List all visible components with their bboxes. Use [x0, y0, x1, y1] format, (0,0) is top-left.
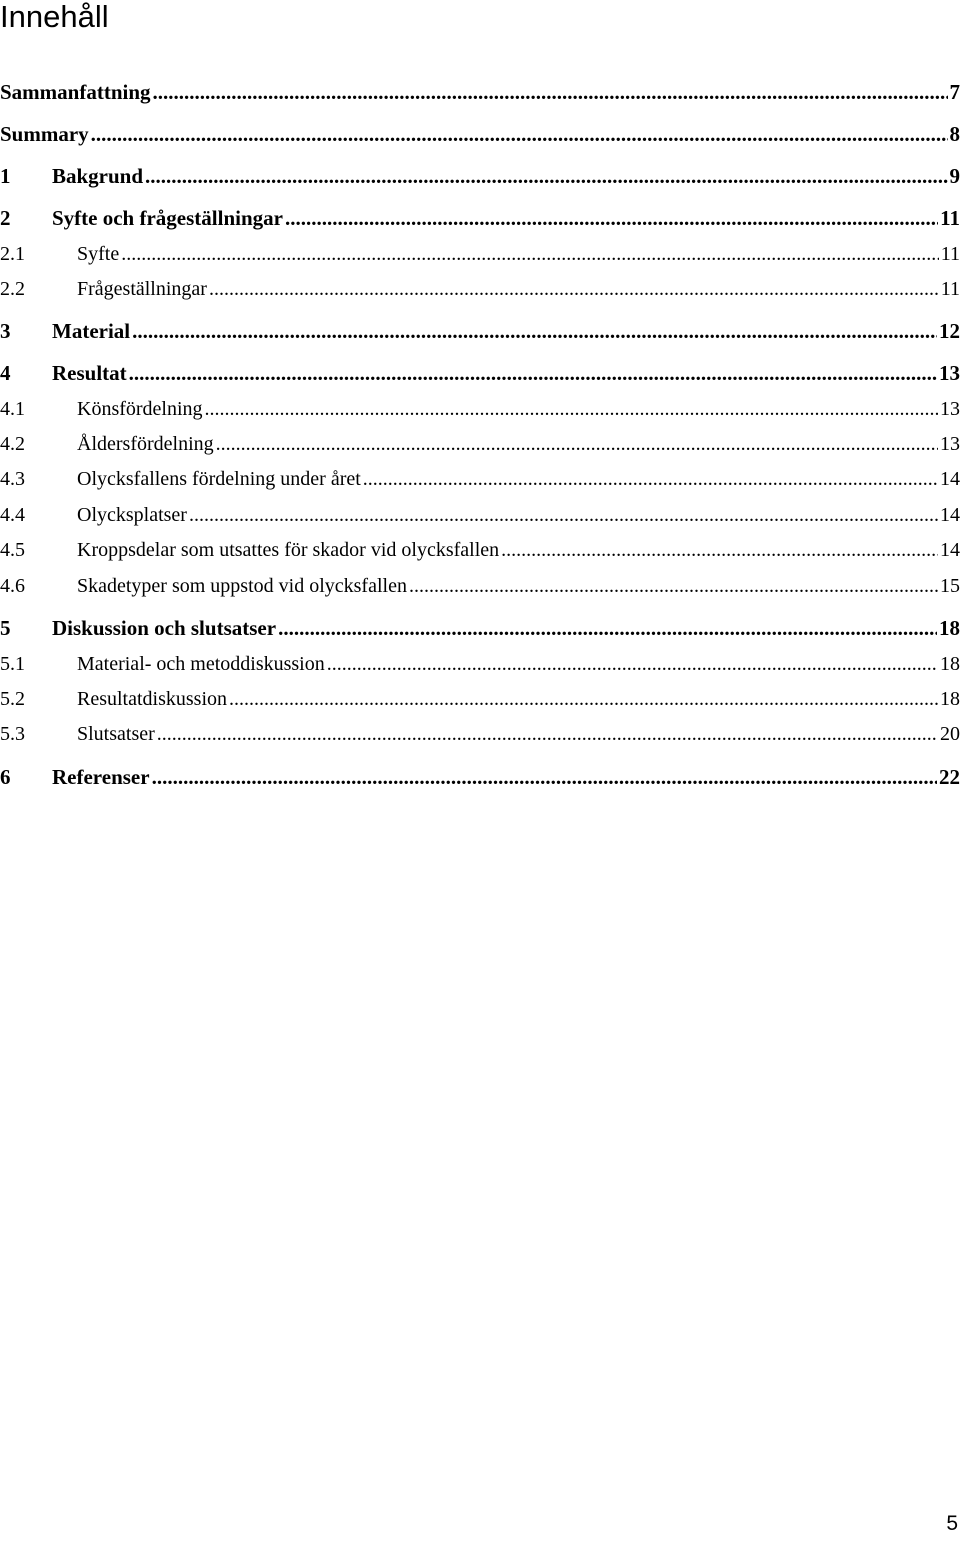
dot-leader	[129, 360, 937, 386]
dot-leader	[209, 276, 939, 302]
toc-entry-number: 4.4	[0, 504, 25, 526]
dot-leader	[216, 431, 938, 457]
toc-entry-label: Diskussion och slutsatser	[52, 616, 277, 640]
toc-entry-number: 4.2	[0, 433, 25, 455]
toc-entry-number: 2.2	[0, 278, 25, 300]
dot-leader	[132, 318, 937, 344]
toc-entry-page: 13	[939, 361, 960, 385]
toc-entry-page: 13	[940, 398, 960, 420]
toc-entry-page: 11	[940, 278, 960, 300]
toc-entry-label: Syfte	[77, 243, 120, 265]
dot-leader	[153, 79, 948, 105]
toc-entry-page: 18	[940, 653, 960, 675]
toc-entry-label: Syfte och frågeställningar	[52, 206, 283, 230]
dot-leader	[285, 205, 938, 231]
toc-entry-page: 22	[939, 765, 960, 789]
dot-leader	[229, 686, 938, 712]
dot-leader	[409, 573, 938, 599]
toc-entry-sammanfattning[interactable]	[0, 79, 960, 105]
toc-entry-syfte[interactable]	[0, 241, 960, 267]
toc-entry-page: 18	[940, 688, 960, 710]
toc-entry-syfte-och-fragestallningar[interactable]	[0, 205, 960, 231]
toc-entry-number: 3	[0, 319, 11, 343]
toc-entry-number: 5.3	[0, 723, 25, 745]
toc-entry-konsfordelning[interactable]	[0, 396, 960, 422]
toc-entry-page: 20	[940, 723, 960, 745]
toc-entry-number: 4.5	[0, 539, 25, 561]
toc-entry-label: Frågeställningar	[77, 278, 207, 300]
toc-entry-number: 1	[0, 164, 11, 188]
dot-leader	[91, 121, 948, 147]
toc-entry-number: 4	[0, 361, 11, 385]
toc-entry-page: 13	[940, 433, 960, 455]
toc-entry-label: Bakgrund	[52, 164, 144, 188]
toc-entry-resultat[interactable]	[0, 360, 960, 386]
toc-entry-number: 2.1	[0, 243, 25, 265]
dot-leader	[157, 721, 938, 747]
toc-entry-diskussion[interactable]	[0, 615, 960, 641]
toc-entry-resultatdiskussion[interactable]	[0, 686, 960, 712]
toc-entry-number: 4.3	[0, 468, 25, 490]
toc-entry-olycksfallens-fordelning[interactable]	[0, 466, 960, 492]
toc-entry-label: Summary	[0, 122, 89, 146]
toc-entry-page: 18	[939, 616, 960, 640]
dot-leader	[363, 466, 938, 492]
toc-entry-aldersfordelning[interactable]	[0, 431, 960, 457]
toc-entry-label: Könsfördelning	[77, 398, 203, 420]
toc-entry-bakgrund[interactable]	[0, 163, 960, 189]
toc-entry-page: 12	[939, 319, 960, 343]
toc-entry-page: 7	[949, 80, 960, 104]
toc-entry-page: 11	[940, 206, 960, 230]
toc-entry-metoddiskussion[interactable]	[0, 651, 960, 677]
toc-entry-label: Olycksplatser	[77, 504, 187, 526]
toc-entry-label: Slutsatser	[77, 723, 155, 745]
dot-leader	[205, 396, 938, 422]
dot-leader	[189, 502, 938, 528]
toc-entry-page: 14	[940, 504, 960, 526]
dot-leader	[152, 764, 937, 790]
toc-entry-label: Sammanfattning	[0, 80, 151, 104]
toc-entry-skadetyper[interactable]	[0, 573, 960, 599]
toc-entry-number: 2	[0, 206, 11, 230]
toc-entry-referenser[interactable]	[0, 764, 960, 790]
toc-entry-page: 11	[940, 243, 960, 265]
dot-leader	[501, 537, 938, 563]
toc-entry-slutsatser[interactable]	[0, 721, 960, 747]
toc-entry-number: 5.1	[0, 653, 25, 675]
toc-entry-material[interactable]	[0, 318, 960, 344]
dot-leader	[145, 163, 947, 189]
toc-entry-summary[interactable]	[0, 121, 960, 147]
toc-entry-page: 9	[949, 164, 960, 188]
toc-entry-label: Åldersfördelning	[77, 433, 214, 455]
toc-entry-number: 4.1	[0, 398, 25, 420]
toc-entry-kroppsdelar[interactable]	[0, 537, 960, 563]
toc-entry-page: 15	[940, 575, 960, 597]
toc-entry-number: 4.6	[0, 575, 25, 597]
toc-entry-page: 14	[940, 468, 960, 490]
toc-entry-label: Resultatdiskussion	[77, 688, 228, 710]
dot-leader	[121, 241, 939, 267]
toc-entry-number: 5.2	[0, 688, 25, 710]
toc-entry-label: Olycksfallens fördelning under året	[77, 468, 361, 490]
toc-entry-page: 14	[940, 539, 960, 561]
toc-entry-number: 6	[0, 765, 11, 789]
toc-entry-label: Referenser	[52, 765, 150, 789]
toc-entry-page: 8	[949, 122, 960, 146]
dot-leader	[327, 651, 938, 677]
toc-entry-olycksplatser[interactable]	[0, 502, 960, 528]
toc-entry-fragestallningar[interactable]	[0, 276, 960, 302]
toc-entry-label: Material- och metoddiskussion	[77, 653, 325, 675]
toc-entry-number: 5	[0, 616, 11, 640]
toc-entry-label: Resultat	[52, 361, 127, 385]
page-number: 5	[946, 1512, 958, 1535]
page-title: Innehåll	[0, 0, 109, 34]
toc-entry-label: Material	[52, 319, 131, 343]
toc-entry-label: Skadetyper som uppstod vid olycksfallen	[77, 575, 407, 597]
toc-entry-label: Kroppsdelar som utsattes för skador vid olycksfallen	[77, 539, 500, 561]
dot-leader	[278, 615, 937, 641]
